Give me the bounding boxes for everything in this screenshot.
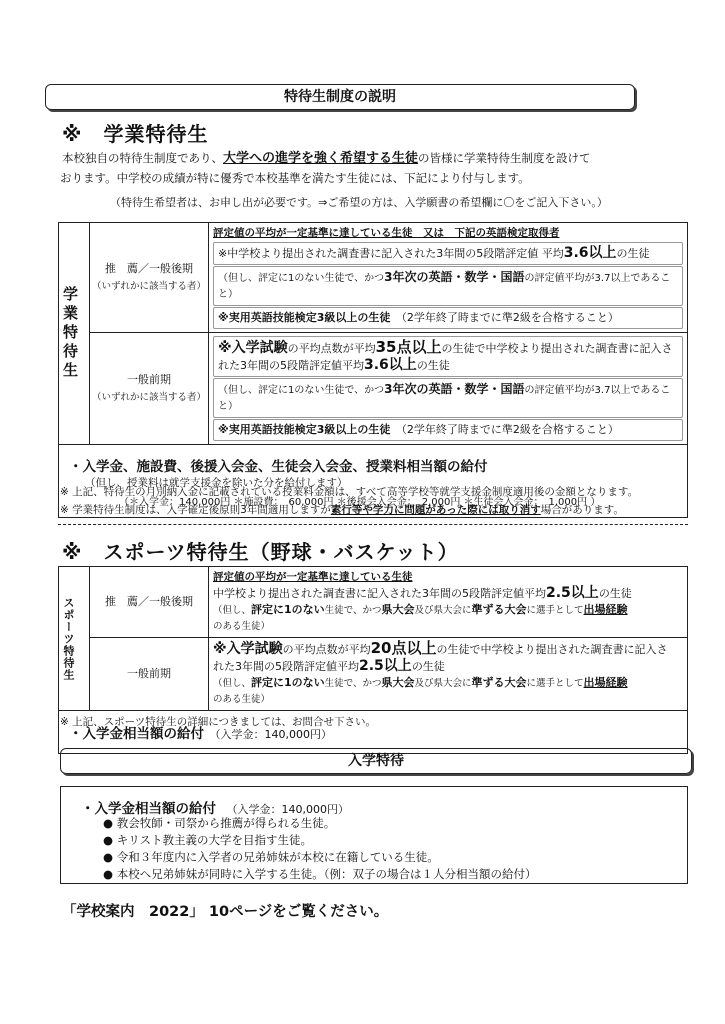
academic-row2-sublabel: （いずれかに該当する者） [91, 391, 206, 403]
system-explanation-banner [45, 84, 635, 110]
sports-row1-crit1: 中学校より提出された調査書に記入された3年間の5段階評定値平均2.5以上の生徒 [213, 585, 632, 601]
sports-side-label: スポーツ特待生 [62, 596, 75, 681]
academic-section-title: ※ 学業特待生 [62, 122, 209, 146]
academic-row1-label: 推 薦／一般後期 [105, 261, 193, 275]
academic-row2-crit2: （但し、評定に1のない生徒で、かつ3年次の英語・数学・国語の評定値平均が3.7以上であること） [213, 378, 683, 418]
academic-side-label-cell [59, 223, 90, 445]
academic-side-label: 学業特待生 [61, 286, 79, 381]
banner-title: 特待生制度の説明 [284, 89, 396, 105]
sports-footnote: ※ 上記、スポーツ特待生の詳細につきましては、お問合せ下さい。 [60, 716, 377, 728]
admission-banner [60, 748, 692, 774]
academic-row2-label-cell [90, 333, 209, 445]
closing-reference: 「学校案内 2022」 10ページをご覧ください。 [62, 904, 389, 920]
academic-row1-crit1: ※中学校より提出された調査書に記入された3年間の5段階評定値 平均3.6以上の生徒 [213, 242, 683, 265]
academic-row1-label-cell [90, 223, 209, 333]
academic-row1-criteria [209, 223, 688, 333]
academic-row2-crit3: ※実用英語技能検定3級以上の生徒 （2学年終了時までに準2級を合格すること） [213, 419, 683, 441]
academic-row1-sublabel: （いずれかに該当する者） [91, 280, 206, 292]
sports-row1-label-cell [90, 567, 209, 638]
academic-benefit-amounts: （＊入学金：140,000円 ＊施設費： 60,000円 ＊後援会入会金： 2,000円 ＊生徒会入会金： 1,000円 ） [119, 496, 601, 508]
academic-footnote2: ※ 学業特待生制度は、入学確定後原則3年間適用しますが素行等や学力に問題があった際には取り消す場合があります。 [60, 504, 624, 516]
bullet-icon: ● [103, 816, 114, 830]
sports-side-label-cell [59, 567, 90, 711]
sports-row1-criteria [209, 567, 688, 638]
sports-row2-crit2: （但し、評定に1のない生徒で、かつ県大会及び県大会に準ずる大会に選手として出場経験のある生徒） [213, 676, 628, 705]
academic-application-note: （特待生希望者は、お申し出が必要です。⇒ご希望の方は、入学願書の希望欄に〇をご記入下さい。） [110, 196, 608, 209]
academic-row2-label: 一般前期 [127, 372, 171, 386]
section-divider [58, 524, 688, 525]
academic-row1-crit2: （但し、評定に1のない生徒で、かつ3年次の英語・数学・国語の評定値平均が3.7以上であること） [213, 266, 683, 306]
sports-section-title: ※ スポーツ特待生（野球・バスケット） [62, 540, 459, 564]
academic-footnote1: ※ 上記、特待生の月別納入金に記載されている授業料金額は、すべて高等学校等就学支援金制度適用後の金額となります。 [60, 486, 639, 498]
academic-benefit-note: （但し、授業料は就学支援金を除いた分を給付します） [85, 476, 348, 489]
bullet-icon: ● [103, 867, 114, 881]
admission-banner-title: 入学特待 [348, 753, 404, 769]
list-item: ● 本校へ兄弟姉妹が同時に入学する生徒。（例：双子の場合は１人分相当額の給付） [103, 867, 537, 881]
admission-benefit-amount: （入学金：140,000円） [232, 803, 350, 816]
academic-intro-line1: 本校独自の特待生制度であり、大学への進学を強く希望する生徒の皆様に学業特待生制度を設けて [62, 151, 591, 166]
intro-emphasis: 大学への進学を強く希望する生徒 [223, 151, 419, 166]
sports-benefit-amount: （入学金：140,000円） [215, 728, 332, 741]
admission-box [60, 786, 688, 884]
academic-benefit: ・入学金、施設費、後援入会金、生徒会入会金、授業料相当額の給付 [69, 458, 488, 475]
sports-row1-heading: 評定値の平均が一定基準に達している生徒 [213, 571, 413, 583]
list-item: ● キリスト教主義の大学を目指す生徒。 [103, 833, 312, 847]
academic-intro-line2: おります。中学校の成績が特に優秀で本校基準を満たす生徒には、下記により付与します。 [60, 171, 530, 185]
admission-list [103, 815, 536, 883]
bullet-icon: ● [103, 833, 114, 847]
sports-row1-crit2: （但し、評定に1のない生徒で、かつ県大会及び県大会に準ずる大会に選手として出場経験のある生徒） [213, 603, 628, 632]
academic-row2-criteria [209, 333, 688, 445]
sports-row2-label-cell [90, 638, 209, 711]
academic-row2-crit1: ※入学試験の平均点数が平均35点以上の生徒で中学校より提出された調査書に記入さ れた3年間の5段階評定値平均3.6以上の生徒 [213, 336, 683, 377]
academic-row1-heading: 評定値の平均が一定基準に達している生徒 又は 下記の英語検定取得者 [213, 227, 560, 239]
sports-row2-criteria [209, 638, 688, 711]
sports-row1-label: 推 薦／一般後期 [105, 595, 193, 608]
sports-row2-label: 一般前期 [127, 667, 171, 680]
admission-benefit: ・入学金相当額の給付 [81, 801, 216, 817]
sports-row2-crit1: ※入学試験の平均点数が平均20点以上の生徒で中学校より提出された調査書に記入さ れた3年間の5段階評定値平均2.5以上の生徒 [213, 639, 668, 674]
list-item: ● 令和３年度内に入学者の兄弟姉妹が本校に在籍している生徒。 [103, 850, 439, 864]
list-item: ● 教会牧師・司祭から推薦が得られる生徒。 [103, 816, 336, 830]
academic-row1-crit3: ※実用英語技能検定3級以上の生徒 （2学年終了時までに準2級を合格すること） [213, 307, 683, 329]
academic-criteria-table [58, 222, 688, 518]
bullet-icon: ● [103, 850, 114, 864]
sports-benefit: ・入学金相当額の給付 [69, 726, 204, 742]
